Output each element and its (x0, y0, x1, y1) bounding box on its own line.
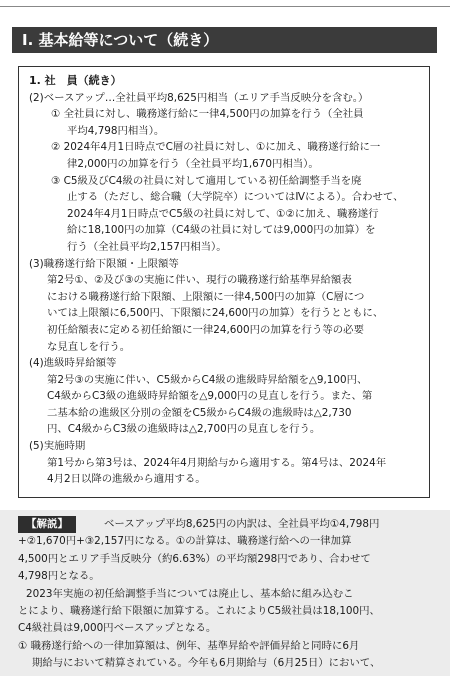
commentary-first-text: ベースアップ平均8,625円の内訳は、全社員平均①4,798円 (104, 518, 380, 530)
text-line: (3)職務遂行給下限額・上限額等 (29, 257, 179, 270)
text-line: (2)ベースアップ…全社員平均8,625円相当（エリア手当反映分を含む。） (29, 91, 369, 104)
text-line: C4級社員は9,000円ベースアップとなる。 (18, 622, 217, 635)
text-line: 第1号から第3号は、2024年4月期給与から適用する。第4号は、2024年 (47, 456, 387, 469)
section-header (12, 27, 437, 53)
text-line: 4,798円となる。 (18, 570, 100, 583)
box-heading: 1. 社 員（続き） (29, 74, 122, 87)
text-line: 円、C4級からC3級の進級時は△2,700円の見直しを行う。 (47, 423, 321, 436)
text-line: 平均4,798円相当）。 (67, 124, 165, 137)
text-line: C4級からC3級の進級時昇給額を△9,000円の見直しを行う。また、第 (47, 390, 373, 403)
text-line: +②1,670円+③2,157円になる。①の計算は、職務遂行給への一律加算 (18, 535, 352, 548)
section-title: I. 基本給等について（続き） (22, 31, 219, 49)
text-line: 行う（全社員平均2,157円相当）。 (67, 240, 227, 253)
text-line: 第2号③の実施に伴い、C5級からC4級の進級時昇給額を△9,100円、 (47, 373, 368, 386)
commentary-panel (0, 510, 450, 676)
text-line: ② 2024年4月1日時点でC層の社員に対し、①に加え、職務遂行給に一 (51, 141, 381, 154)
text-line: 二基本給の進級区分別の金額をC5級からC4級の進級時は△2,730 (47, 406, 352, 419)
commentary-first-line (18, 516, 432, 533)
text-line: 4,500円とエリア手当反映分（約6.63%）の平均額298円であり、合わせて (18, 552, 371, 565)
text-line: 止する（ただし、総合職（大学院卒）についてはⅣによる）。合わせて、 (67, 191, 404, 204)
text-line: 初任給額表に定める初任給額に一律24,600円の加算を行う等の必要 (47, 323, 364, 336)
text-line: ① 職務遂行給への一律加算額は、例年、基準昇給や評価昇給と同時に6月 (18, 639, 360, 652)
text-line: 給に18,100円の加算（C4級の社員に対しては9,000円の加算）を (67, 224, 376, 237)
text-line: 2024年4月1日時点でC5級の社員に対して、①②に加え、職務遂行 (67, 207, 379, 220)
text-line: (5)実施時期 (29, 440, 86, 453)
commentary-lines (18, 533, 432, 672)
commentary-label: 【解説】 (18, 516, 76, 533)
top-rule (0, 6, 450, 7)
main-lines (29, 90, 421, 488)
text-line: とにより、職務遂行給下限額に加算する。これによりC5級社員は18,100円、 (18, 605, 380, 618)
text-line: 4月2日以降の進級から適用する。 (47, 473, 206, 486)
main-content-box (18, 66, 430, 498)
text-line: いては上限額に6,500円、下限額に24,600円の加算）を行うとともに、 (47, 307, 384, 320)
text-line: ③ C5級及びC4級の社員に対して適用している初任給調整手当を廃 (51, 174, 362, 187)
text-line: 期給与において精算されている。今年も6月期給与（6月25日）において、 (32, 657, 381, 670)
text-line: な見直しを行う。 (47, 340, 131, 353)
text-line: (4)進級時昇給額等 (29, 357, 117, 370)
text-line: ① 全社員に対し、職務遂行給に一律4,500円の加算を行う（全社員 (51, 108, 364, 121)
text-line: 2023年実施の初任給調整手当については廃止し、基本給に組み込むこ (26, 587, 354, 600)
text-line: における職務遂行給下限額、上限額に一律4,500円の加算（C層につ (47, 290, 365, 303)
text-line: 律2,000円の加算を行う（全社員平均1,670円相当）。 (67, 157, 319, 170)
text-line: 第2号①、②及び③の実施に伴い、現行の職務遂行給基準昇給額表 (47, 274, 352, 287)
